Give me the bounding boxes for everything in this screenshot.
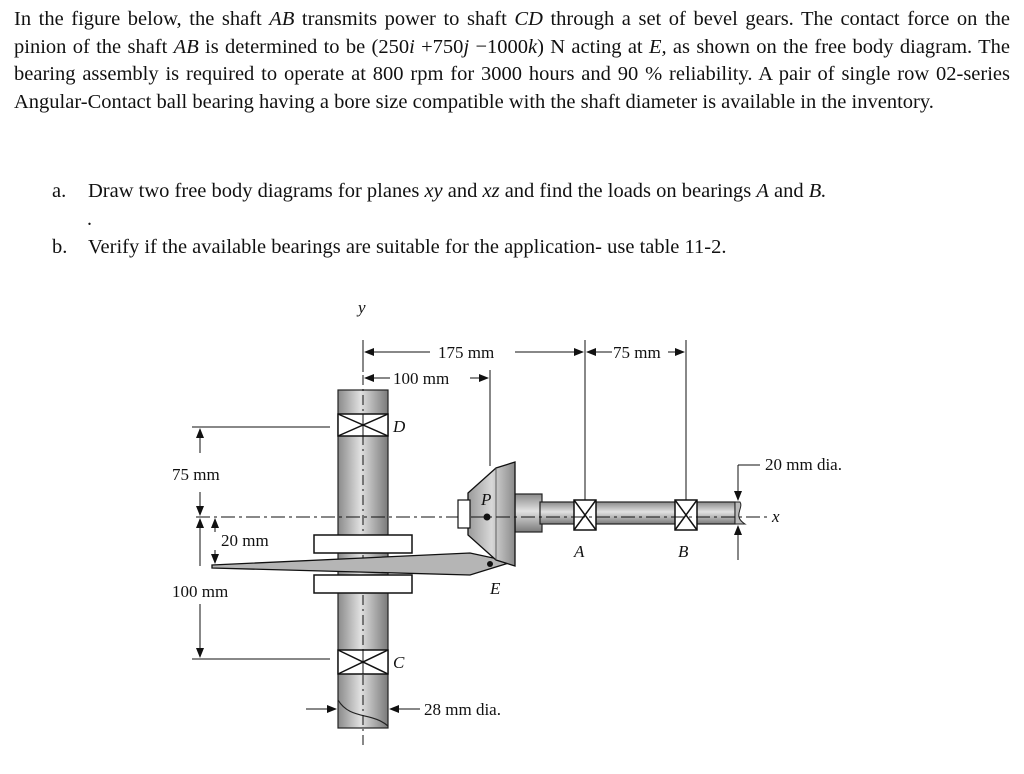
- label-a: A: [574, 542, 585, 561]
- label-p: P: [481, 490, 492, 509]
- axis-y-label: y: [358, 298, 366, 317]
- bearing-d: [338, 414, 388, 436]
- dim-20-label: 20 mm: [221, 531, 269, 550]
- pinion-gear: [468, 462, 515, 566]
- bearing-a: [574, 500, 596, 530]
- dim-75-top-label: 75 mm: [613, 343, 661, 362]
- point-e: [487, 561, 493, 567]
- dim-100-top-label: 100 mm: [393, 369, 450, 388]
- dia-20-label: 20 mm dia.: [765, 455, 842, 474]
- dim-75-left-label: 75 mm: [172, 465, 220, 484]
- label-b: B: [678, 542, 689, 561]
- question-a-stray-dot: .: [87, 208, 92, 230]
- dim-100-left-label: 100 mm: [172, 582, 229, 601]
- question-a: a. Draw two free body diagrams for planes xy and xz and find the loads on bearings A and B.: [52, 178, 1012, 205]
- label-c: C: [393, 653, 405, 672]
- dia-20-annotation: [738, 465, 760, 560]
- question-b: b. Verify if the available bearings are suitable for the application- use table 11-2.: [52, 234, 1012, 261]
- axis-x-label: x: [772, 507, 780, 526]
- top-dimensions: [363, 340, 686, 500]
- question-a-letter: a.: [52, 180, 67, 202]
- bearing-c: [338, 650, 388, 674]
- dim-175-label: 175 mm: [438, 343, 495, 362]
- problem-statement: In the figure below, the shaft AB transmits power to shaft CD through a set of bevel gears. The contact force on the pinion of the shaft AB is determined to be (250i +750j −1000k) N acting at E, as shown on the free body diagram. The bearing assembly is required to operate at 800 rpm for 3000 hours and 90 % reliability. A pair of single row 02-series Angular-Contact ball bearing having a bore size compatible with the shaft diameter is available in the inventory.: [14, 8, 1010, 113]
- point-p: [484, 514, 491, 521]
- question-b-letter: b.: [52, 236, 68, 258]
- dia-28-label: 28 mm dia.: [424, 700, 501, 719]
- bearing-b: [675, 500, 697, 530]
- pinion-stub: [458, 500, 470, 528]
- shaft-ab: [515, 494, 745, 532]
- label-d: D: [393, 417, 406, 436]
- label-e: E: [490, 579, 501, 598]
